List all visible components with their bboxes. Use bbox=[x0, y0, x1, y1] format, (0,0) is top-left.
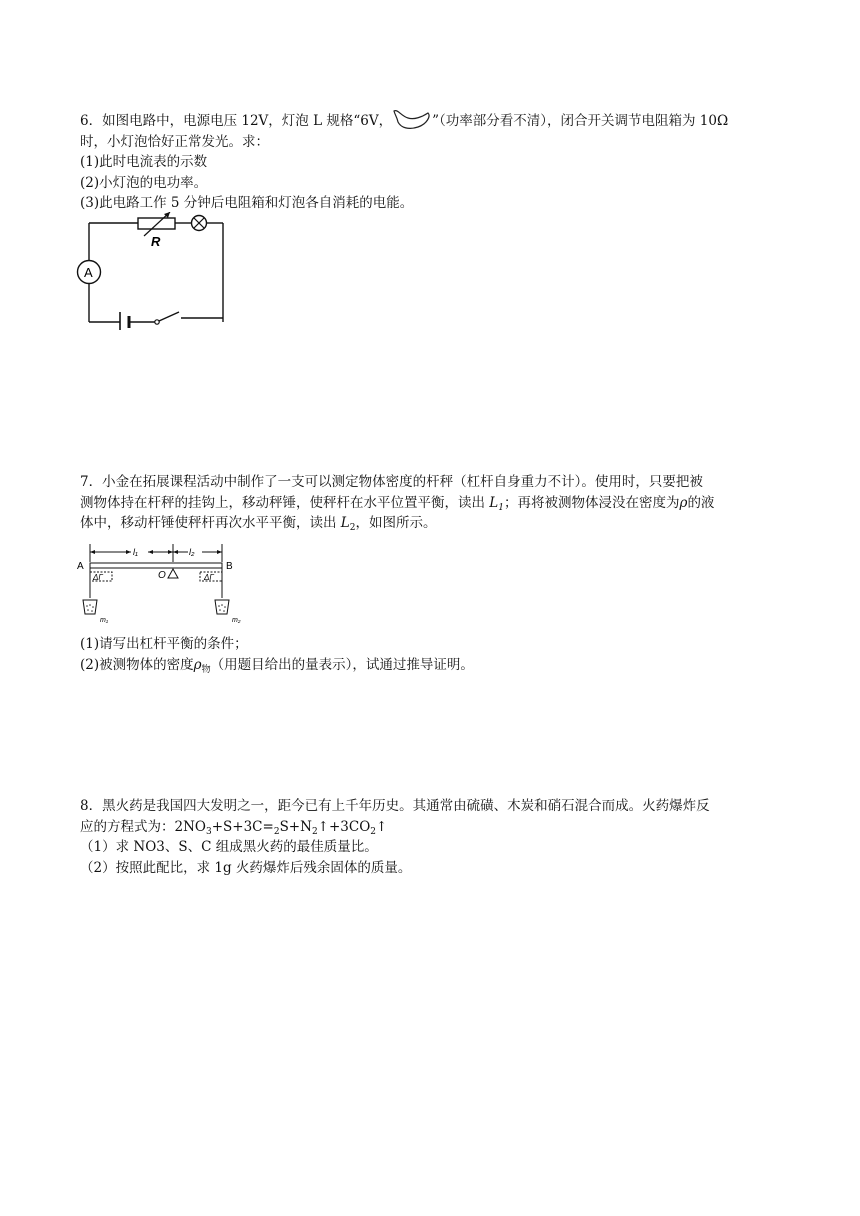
label-dl2: ΔΓ bbox=[204, 573, 214, 582]
label-l2: l₂ bbox=[189, 547, 195, 557]
lamp-symbol bbox=[192, 216, 207, 231]
q8-line-1: 8．黑火药是我国四大发明之一，距今已有上千年历史。其通常由硫磺、木炭和硝石混合而成。火药爆炸反 bbox=[80, 798, 710, 814]
label-dl1: ΔΓ bbox=[93, 573, 103, 582]
q6-sub-3: (3)此电路工作 5 分钟后电阻箱和灯泡各自消耗的电能。 bbox=[80, 195, 414, 211]
lever-diagram bbox=[76, 538, 248, 630]
q7-sub-2 bbox=[80, 655, 785, 676]
q6-text: 6．如图电路中，电源电压 12V，灯泡 L 规格“6V， bbox=[80, 113, 393, 129]
var-rho-2: ρ bbox=[193, 656, 202, 673]
q6-sub-1: (1)此时电流表的示数 bbox=[80, 154, 208, 170]
label-l1: l₁ bbox=[133, 547, 138, 557]
q7-line-2 bbox=[80, 493, 785, 514]
label-B: B bbox=[226, 561, 233, 572]
circuit-diagram bbox=[76, 212, 228, 330]
battery-symbol bbox=[120, 312, 129, 330]
q8-sub-2: （2）按照此配比，求 1g 火药爆炸后残余固体的质量。 bbox=[80, 859, 412, 876]
q6-line-2: 时，小灯泡恰好正常发光。求： bbox=[80, 133, 269, 150]
label-m1: m₁ bbox=[100, 617, 109, 624]
smudge-image bbox=[392, 107, 432, 131]
sub-2b: 2 bbox=[311, 826, 318, 837]
q7-text-b: ；再将被测物体浸没在密度为 bbox=[504, 494, 680, 511]
sub-wu: 物 bbox=[201, 664, 211, 675]
question-8 bbox=[80, 796, 785, 878]
q6-text-cont: ”（功率部分看不清），闭合开关调节电阻箱为 10Ω bbox=[432, 113, 729, 129]
sub-1: 1 bbox=[498, 502, 504, 513]
switch-symbol bbox=[155, 312, 179, 324]
q8-eq-d: ↑+3CO bbox=[317, 818, 371, 835]
q6-sub-2: (2)小灯泡的电功率。 bbox=[80, 174, 208, 191]
q8-eq-c: S+N bbox=[279, 818, 312, 835]
var-rho: ρ bbox=[679, 494, 688, 511]
question-7 bbox=[80, 472, 785, 534]
sub-2c: 2 bbox=[370, 826, 377, 837]
q7-sub-2-text-b: （用题目给出的量表示），试通过推导证明。 bbox=[210, 656, 474, 673]
question-6 bbox=[80, 107, 785, 214]
q7-text-c: 的液 bbox=[687, 494, 715, 511]
var-L2: L bbox=[340, 515, 350, 531]
fulcrum bbox=[168, 569, 178, 578]
resistor-box bbox=[138, 218, 175, 229]
ammeter-label: A bbox=[84, 265, 93, 280]
q8-equation bbox=[80, 817, 785, 838]
q8-sub-1: （1）求 NO3、S、C 组成黑火药的最佳质量比。 bbox=[80, 839, 378, 855]
q8-eq-b: +S+3C= bbox=[211, 818, 274, 835]
lever-beam bbox=[90, 563, 222, 568]
label-m2: m₂ bbox=[232, 617, 241, 624]
q7-sub-1: (1)请写出杠杆平衡的条件； bbox=[80, 636, 248, 652]
q7-text: 测物体持在杆秤的挂钩上，移动秤锤，使秤杆在水平位置平衡，读出 bbox=[80, 494, 490, 511]
question-7-subquestions bbox=[80, 634, 785, 675]
q7-line-3 bbox=[80, 513, 785, 534]
q7-sub-2-text: (2)被测物体的密度 bbox=[80, 656, 194, 673]
q8-eq-e: ↑ bbox=[376, 818, 388, 835]
q8-eq-a: 应的方程式为：2NO bbox=[80, 818, 206, 835]
sub-2: 2 bbox=[349, 523, 356, 533]
sub-3: 3 bbox=[205, 826, 212, 837]
label-O: O bbox=[158, 570, 166, 581]
resistor-label: R bbox=[151, 234, 161, 249]
var-L: L bbox=[489, 494, 499, 511]
q7-line-1: 7．小金在拓展课程活动中制作了一支可以测定物体密度的杆秤（杠杆自身重力不计）。使用时，只要把被 bbox=[80, 474, 703, 490]
q7-text-d: 体中，移动杆锤使秤杆再次水平平衡，读出 bbox=[80, 515, 341, 531]
sub-2a: 2 bbox=[273, 826, 280, 837]
q6-line-1 bbox=[80, 107, 785, 132]
q7-text-e: ，如图所示。 bbox=[355, 515, 437, 531]
label-A: A bbox=[77, 561, 84, 572]
